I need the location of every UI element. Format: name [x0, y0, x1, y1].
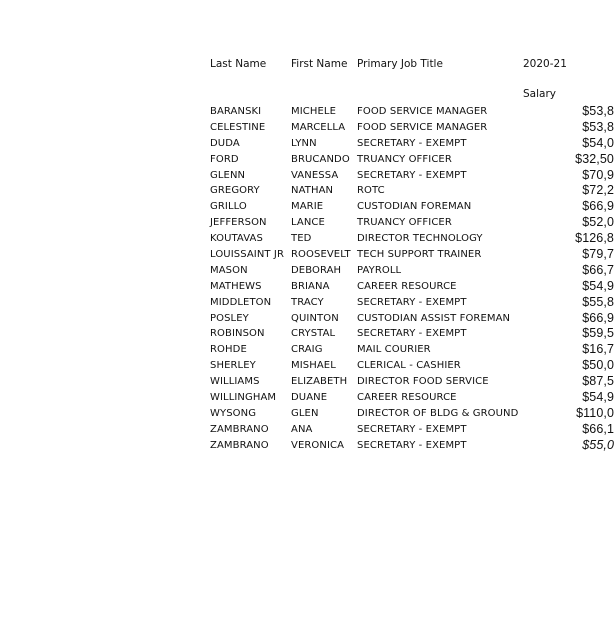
table-row	[0, 167, 614, 184]
first-name-cell: CRAIG	[291, 344, 323, 356]
job-title-cell: TECH SUPPORT TRAINER	[357, 249, 482, 261]
table-row	[0, 199, 614, 215]
job-title-cell: MAIL COURIER	[357, 344, 431, 356]
job-title-cell: CUSTODIAN ASSIST FOREMAN	[357, 312, 511, 324]
last-name-cell: ROHDE	[210, 344, 247, 356]
first-name-cell: MARIE	[291, 201, 324, 213]
job-title-cell: CAREER RESOURCE	[357, 392, 457, 404]
first-name-cell: DUANE	[291, 392, 328, 404]
first-name-cell: TED	[291, 233, 312, 245]
job-title-cell: FOOD SERVICE MANAGER	[357, 106, 488, 117]
salary-cell: $54,9	[582, 278, 614, 293]
header-salary-year: 2020-21	[523, 58, 567, 70]
salary-cell: $66,9	[582, 199, 614, 214]
first-name-cell: GLEN	[291, 407, 319, 419]
salary-cell: $55,0	[582, 437, 614, 452]
salary-cell: $66,9	[582, 310, 614, 325]
last-name-cell: WILLIAMS	[210, 376, 260, 388]
first-name-cell: ELIZABETH	[291, 376, 348, 388]
job-title-cell: SECRETARY - EXEMPT	[357, 423, 467, 435]
salary-cell: $72,2	[582, 183, 614, 198]
last-name-cell: WILLINGHAM	[210, 392, 277, 404]
header-last-name: Last Name	[210, 58, 267, 70]
first-name-cell: NATHAN	[291, 185, 334, 197]
salary-cell: $52,0	[582, 215, 614, 230]
first-name-cell: ANA	[291, 423, 313, 435]
table-row	[0, 278, 614, 295]
table-row	[0, 405, 614, 422]
salary-cell: $87,5	[582, 374, 614, 389]
last-name-cell: GRILLO	[210, 201, 247, 213]
salary-cell: $55,8	[582, 294, 614, 309]
last-name-cell: KOUTAVAS	[210, 233, 263, 245]
salary-cell: $16,7	[582, 342, 614, 357]
job-title-cell: FOOD SERVICE MANAGER	[357, 121, 488, 133]
last-name-cell: POSLEY	[210, 312, 249, 324]
job-title-cell: CAREER RESOURCE	[357, 280, 457, 292]
first-name-cell: LYNN	[291, 137, 317, 149]
table-row	[0, 421, 614, 438]
job-title-cell: TRUANCY OFFICER	[357, 153, 452, 165]
first-name-cell: BRUCANDO	[291, 153, 350, 165]
table-row	[0, 342, 614, 358]
salary-cell: $54,9	[582, 390, 614, 405]
last-name-cell: ZAMBRANO	[210, 439, 269, 451]
table-row	[0, 119, 614, 136]
table-row	[0, 151, 614, 168]
last-name-cell: ZAMBRANO	[210, 423, 269, 435]
table-row	[0, 262, 614, 279]
salary-cell: $70,9	[582, 167, 614, 182]
salary-cell: $53,8	[582, 119, 614, 134]
header-salary: Salary	[523, 88, 556, 100]
first-name-cell: BRIANA	[291, 280, 330, 292]
first-name-cell: ROOSEVELT	[291, 249, 351, 261]
salary-cell: $59,5	[582, 326, 614, 341]
last-name-cell: BARANSKI	[210, 106, 262, 117]
first-name-cell: LANCE	[291, 217, 325, 229]
job-title-cell: CLERICAL - CASHIER	[357, 360, 461, 372]
job-title-cell: PAYROLL	[357, 264, 402, 276]
last-name-cell: MATHEWS	[210, 280, 262, 292]
last-name-cell: MASON	[210, 264, 248, 276]
table-row	[0, 247, 614, 263]
last-name-cell: JEFFERSON	[210, 217, 267, 229]
last-name-cell: MIDDLETON	[210, 296, 272, 308]
salary-cell: $110,0	[576, 405, 614, 420]
table-row	[0, 358, 614, 374]
table-row	[0, 294, 614, 311]
first-name-cell: VANESSA	[291, 169, 339, 181]
salary-cell: $32,50	[575, 151, 614, 166]
table-row	[0, 310, 614, 327]
last-name-cell: LOUISSAINT JR	[210, 249, 284, 261]
last-name-cell: SHERLEY	[210, 360, 256, 372]
job-title-cell: ROTC	[357, 185, 385, 197]
job-title-cell: CUSTODIAN FOREMAN	[357, 201, 472, 213]
salary-cell: $50,0	[582, 358, 614, 373]
first-name-cell: MISHAEL	[291, 360, 336, 372]
table-row	[0, 390, 614, 406]
first-name-cell: TRACY	[291, 296, 324, 308]
job-title-cell: DIRECTOR OF BLDG & GROUND	[357, 407, 519, 419]
first-name-cell: QUINTON	[291, 312, 339, 324]
job-title-cell: SECRETARY - EXEMPT	[357, 328, 467, 340]
header-first-name: First Name	[291, 58, 348, 70]
table-row	[0, 183, 614, 199]
last-name-cell: GREGORY	[210, 185, 260, 197]
table-row	[0, 104, 614, 120]
table-row	[0, 215, 614, 231]
first-name-cell: DEBORAH	[291, 264, 342, 276]
first-name-cell: CRYSTAL	[291, 328, 336, 340]
first-name-cell: MARCELLA	[291, 121, 346, 133]
table-row	[0, 231, 614, 247]
salary-cell: $126,8	[575, 231, 614, 246]
table-row	[0, 374, 614, 390]
header-job-title: Primary Job Title	[357, 58, 443, 70]
job-title-cell: SECRETARY - EXEMPT	[357, 169, 467, 181]
last-name-cell: FORD	[210, 153, 239, 165]
job-title-cell: TRUANCY OFFICER	[357, 217, 452, 229]
last-name-cell: GLENN	[210, 169, 246, 181]
last-name-cell: ROBINSON	[210, 328, 265, 340]
last-name-cell: CELESTINE	[210, 121, 266, 133]
salary-cell: $54,0	[582, 135, 614, 150]
salary-cell: $53,8	[582, 104, 614, 118]
table-row	[0, 326, 614, 342]
table-row	[0, 437, 614, 454]
table-row	[0, 135, 614, 152]
job-title-cell: SECRETARY - EXEMPT	[357, 137, 467, 149]
job-title-cell: DIRECTOR FOOD SERVICE	[357, 376, 489, 388]
employee-table	[0, 104, 614, 454]
job-title-cell: SECRETARY - EXEMPT	[357, 439, 467, 451]
first-name-cell: VERONICA	[291, 439, 345, 451]
last-name-cell: DUDA	[210, 137, 240, 149]
salary-cell: $66,1	[582, 421, 614, 436]
salary-cell: $79,7	[582, 247, 614, 262]
job-title-cell: DIRECTOR TECHNOLOGY	[357, 233, 483, 245]
salary-cell: $66,7	[582, 262, 614, 277]
last-name-cell: WYSONG	[210, 407, 257, 419]
first-name-cell: MICHELE	[291, 106, 336, 117]
job-title-cell: SECRETARY - EXEMPT	[357, 296, 467, 308]
